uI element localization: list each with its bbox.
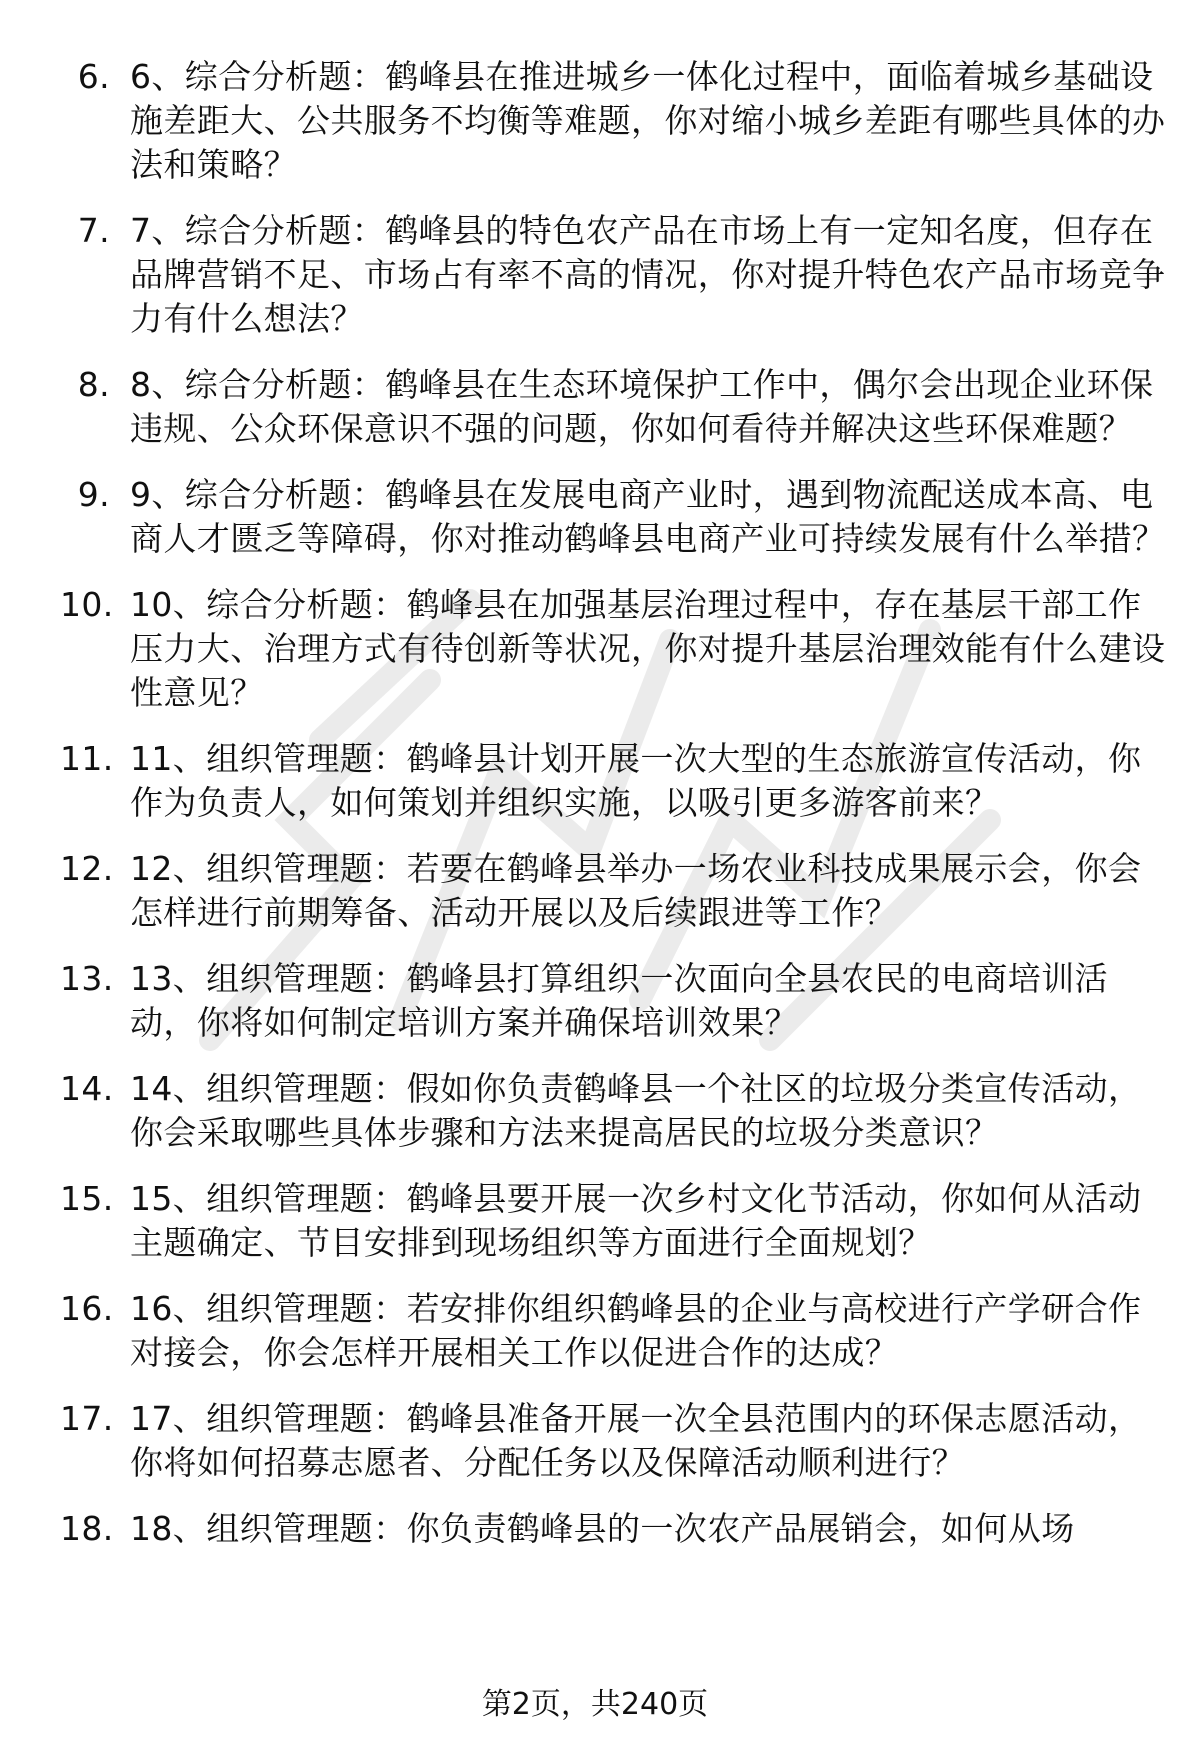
question-text: 15、组织管理题：鹤峰县要开展一次乡村文化节活动，你如何从活动主题确定、节目安排到现场组织等方面进行全面规划？ bbox=[130, 1179, 1142, 1262]
question-item-12 bbox=[60, 847, 1170, 935]
question-text: 10、综合分析题：鹤峰县在加强基层治理过程中，存在基层干部工作压力大、治理方式有待创新等状况，你对提升基层治理效能有什么建设性意见？ bbox=[130, 585, 1166, 712]
question-number: 14. bbox=[60, 1069, 114, 1108]
question-text: 8、综合分析题：鹤峰县在生态环境保护工作中，偶尔会出现企业环保违规、公众环保意识不强的问题，你如何看待并解决这些环保难题？ bbox=[130, 365, 1154, 448]
question-number: 17. bbox=[60, 1399, 114, 1438]
question-number: 10. bbox=[60, 585, 114, 624]
question-text: 9、综合分析题：鹤峰县在发展电商产业时，遇到物流配送成本高、电商人才匮乏等障碍，你对推动鹤峰县电商产业可持续发展有什么举措？ bbox=[130, 475, 1166, 558]
question-number: 9. bbox=[77, 475, 110, 514]
question-number: 15. bbox=[60, 1179, 114, 1218]
question-item-18 bbox=[60, 1507, 1170, 1551]
question-item-6 bbox=[60, 55, 1170, 187]
question-item-15 bbox=[60, 1177, 1170, 1265]
question-text: 7、综合分析题：鹤峰县的特色农产品在市场上有一定知名度，但存在品牌营销不足、市场占有率不高的情况，你对提升特色农产品市场竞争力有什么想法？ bbox=[130, 211, 1166, 338]
question-number: 6. bbox=[77, 57, 110, 96]
question-text: 18、组织管理题：你负责鹤峰县的一次农产品展销会，如何从场 bbox=[130, 1509, 1075, 1548]
question-item-17 bbox=[60, 1397, 1170, 1485]
page-footer bbox=[0, 1685, 1190, 1725]
question-number: 13. bbox=[60, 959, 114, 998]
question-item-10 bbox=[60, 583, 1170, 715]
question-text: 17、组织管理题：鹤峰县准备开展一次全县范围内的环保志愿活动，你将如何招募志愿者、分配任务以及保障活动顺利进行？ bbox=[130, 1399, 1142, 1482]
question-number: 7. bbox=[77, 211, 110, 250]
question-text: 6、综合分析题：鹤峰县在推进城乡一体化过程中，面临着城乡基础设施差距大、公共服务不均衡等难题，你对缩小城乡差距有哪些具体的办法和策略？ bbox=[130, 57, 1166, 184]
question-text: 14、组织管理题：假如你负责鹤峰县一个社区的垃圾分类宣传活动，你会采取哪些具体步骤和方法来提高居民的垃圾分类意识？ bbox=[130, 1069, 1142, 1152]
question-item-7 bbox=[60, 209, 1170, 341]
question-text: 11、组织管理题：鹤峰县计划开展一次大型的生态旅游宣传活动，你作为负责人，如何策划并组织实施，以吸引更多游客前来？ bbox=[130, 739, 1142, 822]
question-text: 12、组织管理题：若要在鹤峰县举办一场农业科技成果展示会，你会怎样进行前期筹备、活动开展以及后续跟进等工作？ bbox=[130, 849, 1142, 932]
question-item-13 bbox=[60, 957, 1170, 1045]
question-number: 12. bbox=[60, 849, 114, 888]
question-number: 18. bbox=[60, 1509, 114, 1548]
page-number-label: 第2页，共240页 bbox=[481, 1687, 709, 1722]
question-number: 16. bbox=[60, 1289, 114, 1328]
question-item-16 bbox=[60, 1287, 1170, 1375]
question-number: 11. bbox=[60, 739, 114, 778]
question-number: 8. bbox=[77, 365, 110, 404]
question-item-11 bbox=[60, 737, 1170, 825]
question-item-9 bbox=[60, 473, 1170, 561]
question-list bbox=[60, 55, 1170, 1573]
question-item-8 bbox=[60, 363, 1170, 451]
question-text: 13、组织管理题：鹤峰县打算组织一次面向全县农民的电商培训活动，你将如何制定培训方案并确保培训效果？ bbox=[130, 959, 1108, 1042]
question-text: 16、组织管理题：若安排你组织鹤峰县的企业与高校进行产学研合作对接会，你会怎样开展相关工作以促进合作的达成？ bbox=[130, 1289, 1142, 1372]
question-item-14 bbox=[60, 1067, 1170, 1155]
